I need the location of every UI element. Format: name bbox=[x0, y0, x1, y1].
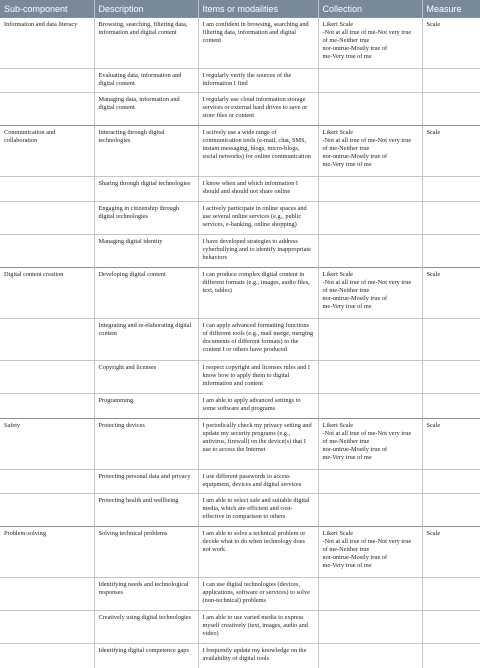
collection-line: nor-untrue-Mostly true of bbox=[322, 554, 388, 562]
empty-cell bbox=[0, 578, 94, 611]
empty-cell bbox=[318, 611, 422, 644]
table-row bbox=[0, 18, 480, 69]
item-cell: I can use digital technologies (devices, applications, software or services) to solve (non-technical) problems bbox=[198, 578, 318, 611]
description-cell: Programming bbox=[94, 394, 198, 418]
collection-line: me-Very true of me bbox=[322, 161, 372, 169]
collection-cell bbox=[318, 268, 422, 319]
collection-cell bbox=[318, 527, 422, 578]
collection-line: Likert Scale bbox=[322, 530, 354, 538]
empty-cell bbox=[422, 319, 480, 361]
table-row bbox=[0, 234, 480, 267]
collection-line: of me-Neither true bbox=[322, 437, 370, 445]
empty-cell bbox=[318, 177, 422, 201]
collection-line: me-Very true of me bbox=[322, 453, 372, 461]
collection-cell bbox=[318, 126, 422, 177]
sub-component-cell: Information and data literacy bbox=[0, 18, 94, 69]
empty-cell bbox=[422, 469, 480, 493]
item-cell: I have developed strategies to address cyberbullying and to identify inappropriate behaviors bbox=[198, 234, 318, 267]
item-cell: I use different passwords to access equipment, devices and digital services bbox=[198, 469, 318, 493]
item-cell: I can produce complex digital content in different formats (e.g., images, audio files, text, tables) bbox=[198, 268, 318, 319]
description-cell: Identifying digital competence gaps bbox=[94, 644, 198, 668]
table-row bbox=[0, 126, 480, 177]
description-cell: Protecting devices bbox=[94, 418, 198, 469]
empty-cell bbox=[422, 68, 480, 92]
empty-cell bbox=[0, 234, 94, 267]
collection-line: Likert Scale bbox=[322, 21, 354, 28]
empty-cell bbox=[422, 93, 480, 126]
empty-cell bbox=[0, 493, 94, 526]
collection-line: -Not at all true of me-Not very true bbox=[322, 429, 412, 437]
measure-cell: Scale bbox=[422, 527, 480, 578]
empty-cell bbox=[318, 201, 422, 234]
header-sub-component: Sub-component bbox=[0, 0, 94, 18]
description-cell: Developing digital content bbox=[94, 268, 198, 319]
empty-cell bbox=[422, 201, 480, 234]
collection-line: me-Very true of me bbox=[322, 53, 372, 60]
collection-line: Likert Scale bbox=[322, 271, 354, 279]
measure-cell: Scale bbox=[422, 418, 480, 469]
header-collection: Collection bbox=[318, 0, 422, 18]
table-row bbox=[0, 469, 480, 493]
description-cell: Sharing through digital technologies bbox=[94, 177, 198, 201]
item-cell: I frequently update my knowledge on the availability of digital tools bbox=[198, 644, 318, 668]
collection-line: Likert Scale bbox=[322, 421, 354, 429]
description-cell: Interacting through digital technologies bbox=[94, 126, 198, 177]
table-row bbox=[0, 201, 480, 234]
description-cell: Creatively using digital technologies bbox=[94, 611, 198, 644]
item-cell: I periodically check my privacy setting and update my security programs (e.g., antivirus, firewall) on the device(s) that I use to access the Internet bbox=[198, 418, 318, 469]
table-row bbox=[0, 268, 480, 319]
item-cell: I am able to apply advanced settings to some software and programs bbox=[198, 394, 318, 418]
header-description: Description bbox=[94, 0, 198, 18]
header-row bbox=[0, 0, 480, 18]
table-row bbox=[0, 68, 480, 92]
collection-line: -Not at all true of me-Not very true bbox=[322, 538, 412, 546]
item-cell: I am confident in browsing, searching and filtering data, information and digital content bbox=[198, 18, 318, 69]
empty-cell bbox=[0, 319, 94, 361]
description-cell: Integrating and re-elaborating digital content bbox=[94, 319, 198, 361]
empty-cell bbox=[422, 578, 480, 611]
description-cell: Browsing, searching, filtering data, information and digital content bbox=[94, 18, 198, 69]
empty-cell bbox=[0, 469, 94, 493]
item-cell: I am able to select safe and suitable digital media, which are efficient and cost-effective in comparison to others bbox=[198, 493, 318, 526]
description-cell: Evaluating data, information and digital content bbox=[94, 68, 198, 92]
collection-line: -Not at all true of me-Not very true bbox=[322, 137, 412, 145]
item-cell: I actively participate in online spaces and use several online services (e.g., public services, e-banking, online shopping) bbox=[198, 201, 318, 234]
collection-line: Likert Scale bbox=[322, 129, 354, 137]
collection-line: of me-Neither true bbox=[322, 37, 370, 44]
table-row bbox=[0, 493, 480, 526]
item-cell: I regularly verify the sources of the information I find bbox=[198, 68, 318, 92]
empty-cell bbox=[318, 361, 422, 394]
table-row bbox=[0, 361, 480, 394]
collection-cell bbox=[318, 18, 422, 69]
empty-cell bbox=[422, 394, 480, 418]
table-row bbox=[0, 319, 480, 361]
collection-line: of me-Neither true bbox=[322, 145, 370, 153]
sub-component-cell: Safety bbox=[0, 418, 94, 469]
empty-cell bbox=[318, 493, 422, 526]
sub-component-cell: Problem-solving bbox=[0, 527, 94, 578]
description-cell: Managing data, information and digital content bbox=[94, 93, 198, 126]
collection-line: -Not at all true of me-Not very true bbox=[322, 279, 412, 287]
collection-line: -Not at all true of me-Not very true bbox=[322, 29, 412, 36]
empty-cell bbox=[422, 361, 480, 394]
empty-cell bbox=[422, 177, 480, 201]
collection-line: me-Very true of me bbox=[322, 562, 372, 570]
collection-line: nor-untrue-Mostly true of bbox=[322, 295, 388, 303]
item-cell: I know when and which information I should and should not share online bbox=[198, 177, 318, 201]
collection-line: of me-Neither true bbox=[322, 287, 370, 295]
empty-cell bbox=[0, 201, 94, 234]
description-cell: Solving technical problems bbox=[94, 527, 198, 578]
collection-line: nor-untrue-Mostly true of bbox=[322, 45, 388, 52]
empty-cell bbox=[0, 177, 94, 201]
header-items-or-modalities: Items or modalities bbox=[198, 0, 318, 18]
empty-cell bbox=[0, 611, 94, 644]
empty-cell bbox=[318, 234, 422, 267]
table-row bbox=[0, 611, 480, 644]
description-cell: Copyright and licenses bbox=[94, 361, 198, 394]
empty-cell bbox=[422, 493, 480, 526]
empty-cell bbox=[422, 611, 480, 644]
empty-cell bbox=[318, 319, 422, 361]
empty-cell bbox=[422, 234, 480, 267]
empty-cell bbox=[0, 644, 94, 668]
collection-line: nor-untrue-Mostly true of bbox=[322, 445, 388, 453]
empty-cell bbox=[0, 394, 94, 418]
item-cell: I can apply advanced formatting functions of different tools (e.g., mail merge, merging documents of different formats) to the content I or others have produced bbox=[198, 319, 318, 361]
empty-cell bbox=[422, 644, 480, 668]
empty-cell bbox=[318, 469, 422, 493]
collection-cell bbox=[318, 418, 422, 469]
table-row bbox=[0, 93, 480, 126]
item-cell: I actively use a wide range of communication tools (e-mail, chat, SMS, instant messaging, blogs, micro-blogs, social networks) for online communication bbox=[198, 126, 318, 177]
collection-line: me-Very true of me bbox=[322, 303, 372, 311]
sub-component-cell: Communication and collaboration bbox=[0, 126, 94, 177]
item-cell: I regularly use cloud information storage services or external hard drives to save or store files or content bbox=[198, 93, 318, 126]
collection-line: nor-untrue-Mostly true of bbox=[322, 153, 388, 161]
table-row bbox=[0, 644, 480, 668]
table-row bbox=[0, 177, 480, 201]
table-body bbox=[0, 18, 480, 668]
empty-cell bbox=[0, 68, 94, 92]
measure-cell: Scale bbox=[422, 268, 480, 319]
table-row bbox=[0, 394, 480, 418]
description-cell: Engaging in citizenship through digital technologies bbox=[94, 201, 198, 234]
description-cell: Protecting health and wellbeing bbox=[94, 493, 198, 526]
empty-cell bbox=[318, 394, 422, 418]
collection-line: of me-Neither true bbox=[322, 546, 370, 554]
empty-cell bbox=[318, 93, 422, 126]
empty-cell bbox=[318, 644, 422, 668]
table-row bbox=[0, 418, 480, 469]
description-cell: Managing digital identity bbox=[94, 234, 198, 267]
measure-cell: Scale bbox=[422, 126, 480, 177]
measure-cell: Scale bbox=[422, 18, 480, 69]
item-cell: I am able to solve a technical problem or decide what to do when technology does not work bbox=[198, 527, 318, 578]
empty-cell bbox=[0, 361, 94, 394]
item-cell: I am able to use varied media to express myself creatively (text, images, audio and video) bbox=[198, 611, 318, 644]
empty-cell bbox=[0, 93, 94, 126]
item-cell: I respect copyright and licenses rules and I know how to apply them to digital information and content bbox=[198, 361, 318, 394]
header-measure: Measure bbox=[422, 0, 480, 18]
table-row bbox=[0, 578, 480, 611]
empty-cell bbox=[318, 578, 422, 611]
empty-cell bbox=[318, 68, 422, 92]
description-cell: Protecting personal data and privacy bbox=[94, 469, 198, 493]
description-cell: Identifying needs and technological responses bbox=[94, 578, 198, 611]
sub-component-cell: Digital content creation bbox=[0, 268, 94, 319]
table-row bbox=[0, 527, 480, 578]
